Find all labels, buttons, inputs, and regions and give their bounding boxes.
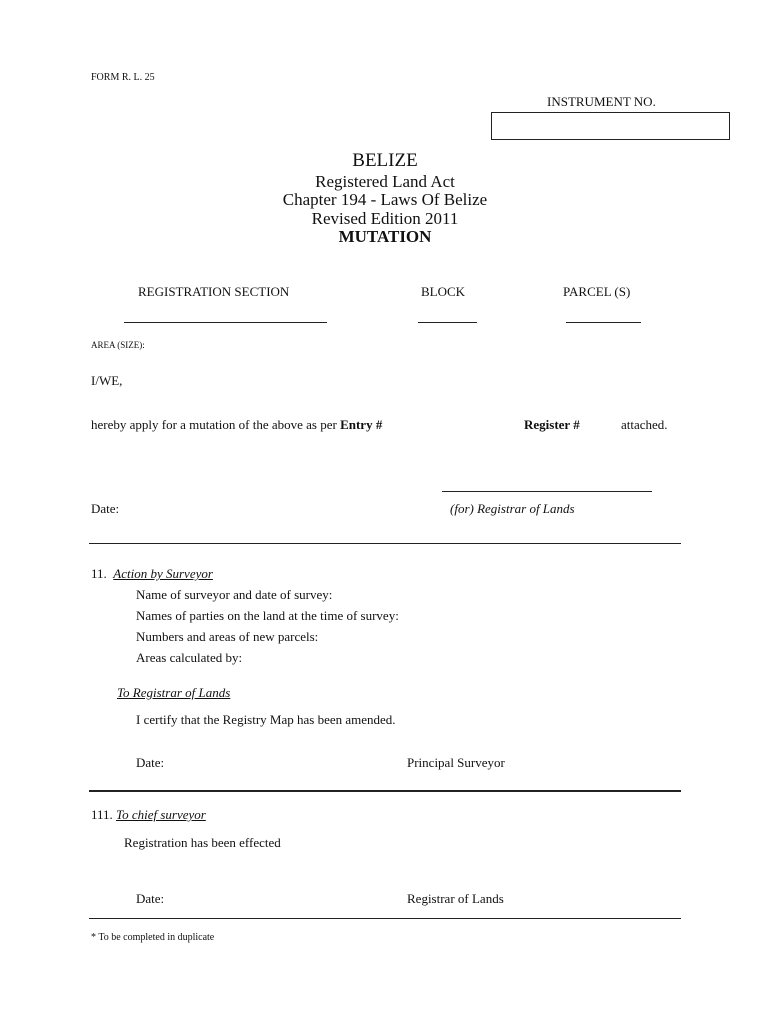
attached-text: attached. xyxy=(621,417,668,432)
footnote: * To be completed in duplicate xyxy=(91,932,215,943)
country-title: BELIZE xyxy=(352,150,418,171)
iwe-label: I/WE, xyxy=(91,373,123,388)
surveyor-section-heading xyxy=(91,566,213,582)
surveyor-item: Numbers and areas of new parcels: xyxy=(136,629,319,644)
chief-date-label: Date: xyxy=(136,891,165,906)
surveyor-section-title: Action by Surveyor xyxy=(113,566,213,581)
form-title: MUTATION xyxy=(338,227,432,246)
section-divider xyxy=(89,790,681,792)
surveyor-date-label: Date: xyxy=(136,755,165,770)
registration-effected-text: Registration has been effected xyxy=(124,835,281,850)
registrar-signature-line xyxy=(442,491,652,492)
date-label: Date: xyxy=(91,501,120,516)
form-id: FORM R. L. 25 xyxy=(91,72,155,83)
surveyor-section-number: 11. xyxy=(91,566,107,581)
registration-section-line xyxy=(124,322,327,323)
certify-text: I certify that the Registry Map has been amended. xyxy=(136,712,396,727)
application-text: hereby apply for a mutation of the above as per xyxy=(91,417,337,432)
registrar-of-lands-label: Registrar of Lands xyxy=(407,891,504,906)
chapter-title: Chapter 194 - Laws Of Belize xyxy=(282,190,488,209)
section-divider xyxy=(89,543,681,544)
chief-section-title: To chief surveyor xyxy=(116,807,206,822)
registrar-signature-label: (for) Registrar of Lands xyxy=(450,501,575,516)
instrument-number-field[interactable] xyxy=(491,112,730,140)
block-label: BLOCK xyxy=(421,284,466,299)
chief-section-heading xyxy=(91,807,206,823)
instrument-label: INSTRUMENT NO. xyxy=(547,94,656,109)
surveyor-item: Names of parties on the land at the time of survey: xyxy=(136,608,399,623)
to-registrar-heading: To Registrar of Lands xyxy=(117,685,231,700)
application-line xyxy=(91,417,382,433)
principal-surveyor-label: Principal Surveyor xyxy=(407,755,505,770)
entry-label: Entry # xyxy=(340,417,383,432)
registration-section-label: REGISTRATION SECTION xyxy=(138,284,290,299)
surveyor-item: Name of surveyor and date of survey: xyxy=(136,587,333,602)
area-label: AREA (SIZE): xyxy=(91,340,145,350)
edition-title: Revised Edition 2011 xyxy=(311,209,459,228)
block-line xyxy=(418,322,477,323)
parcels-label: PARCEL (S) xyxy=(563,284,631,299)
chief-section-number: 111. xyxy=(91,807,113,822)
surveyor-item: Areas calculated by: xyxy=(136,650,243,665)
section-divider xyxy=(89,918,681,919)
parcels-line xyxy=(566,322,641,323)
act-title: Registered Land Act xyxy=(315,172,455,191)
register-label: Register # xyxy=(524,417,580,432)
